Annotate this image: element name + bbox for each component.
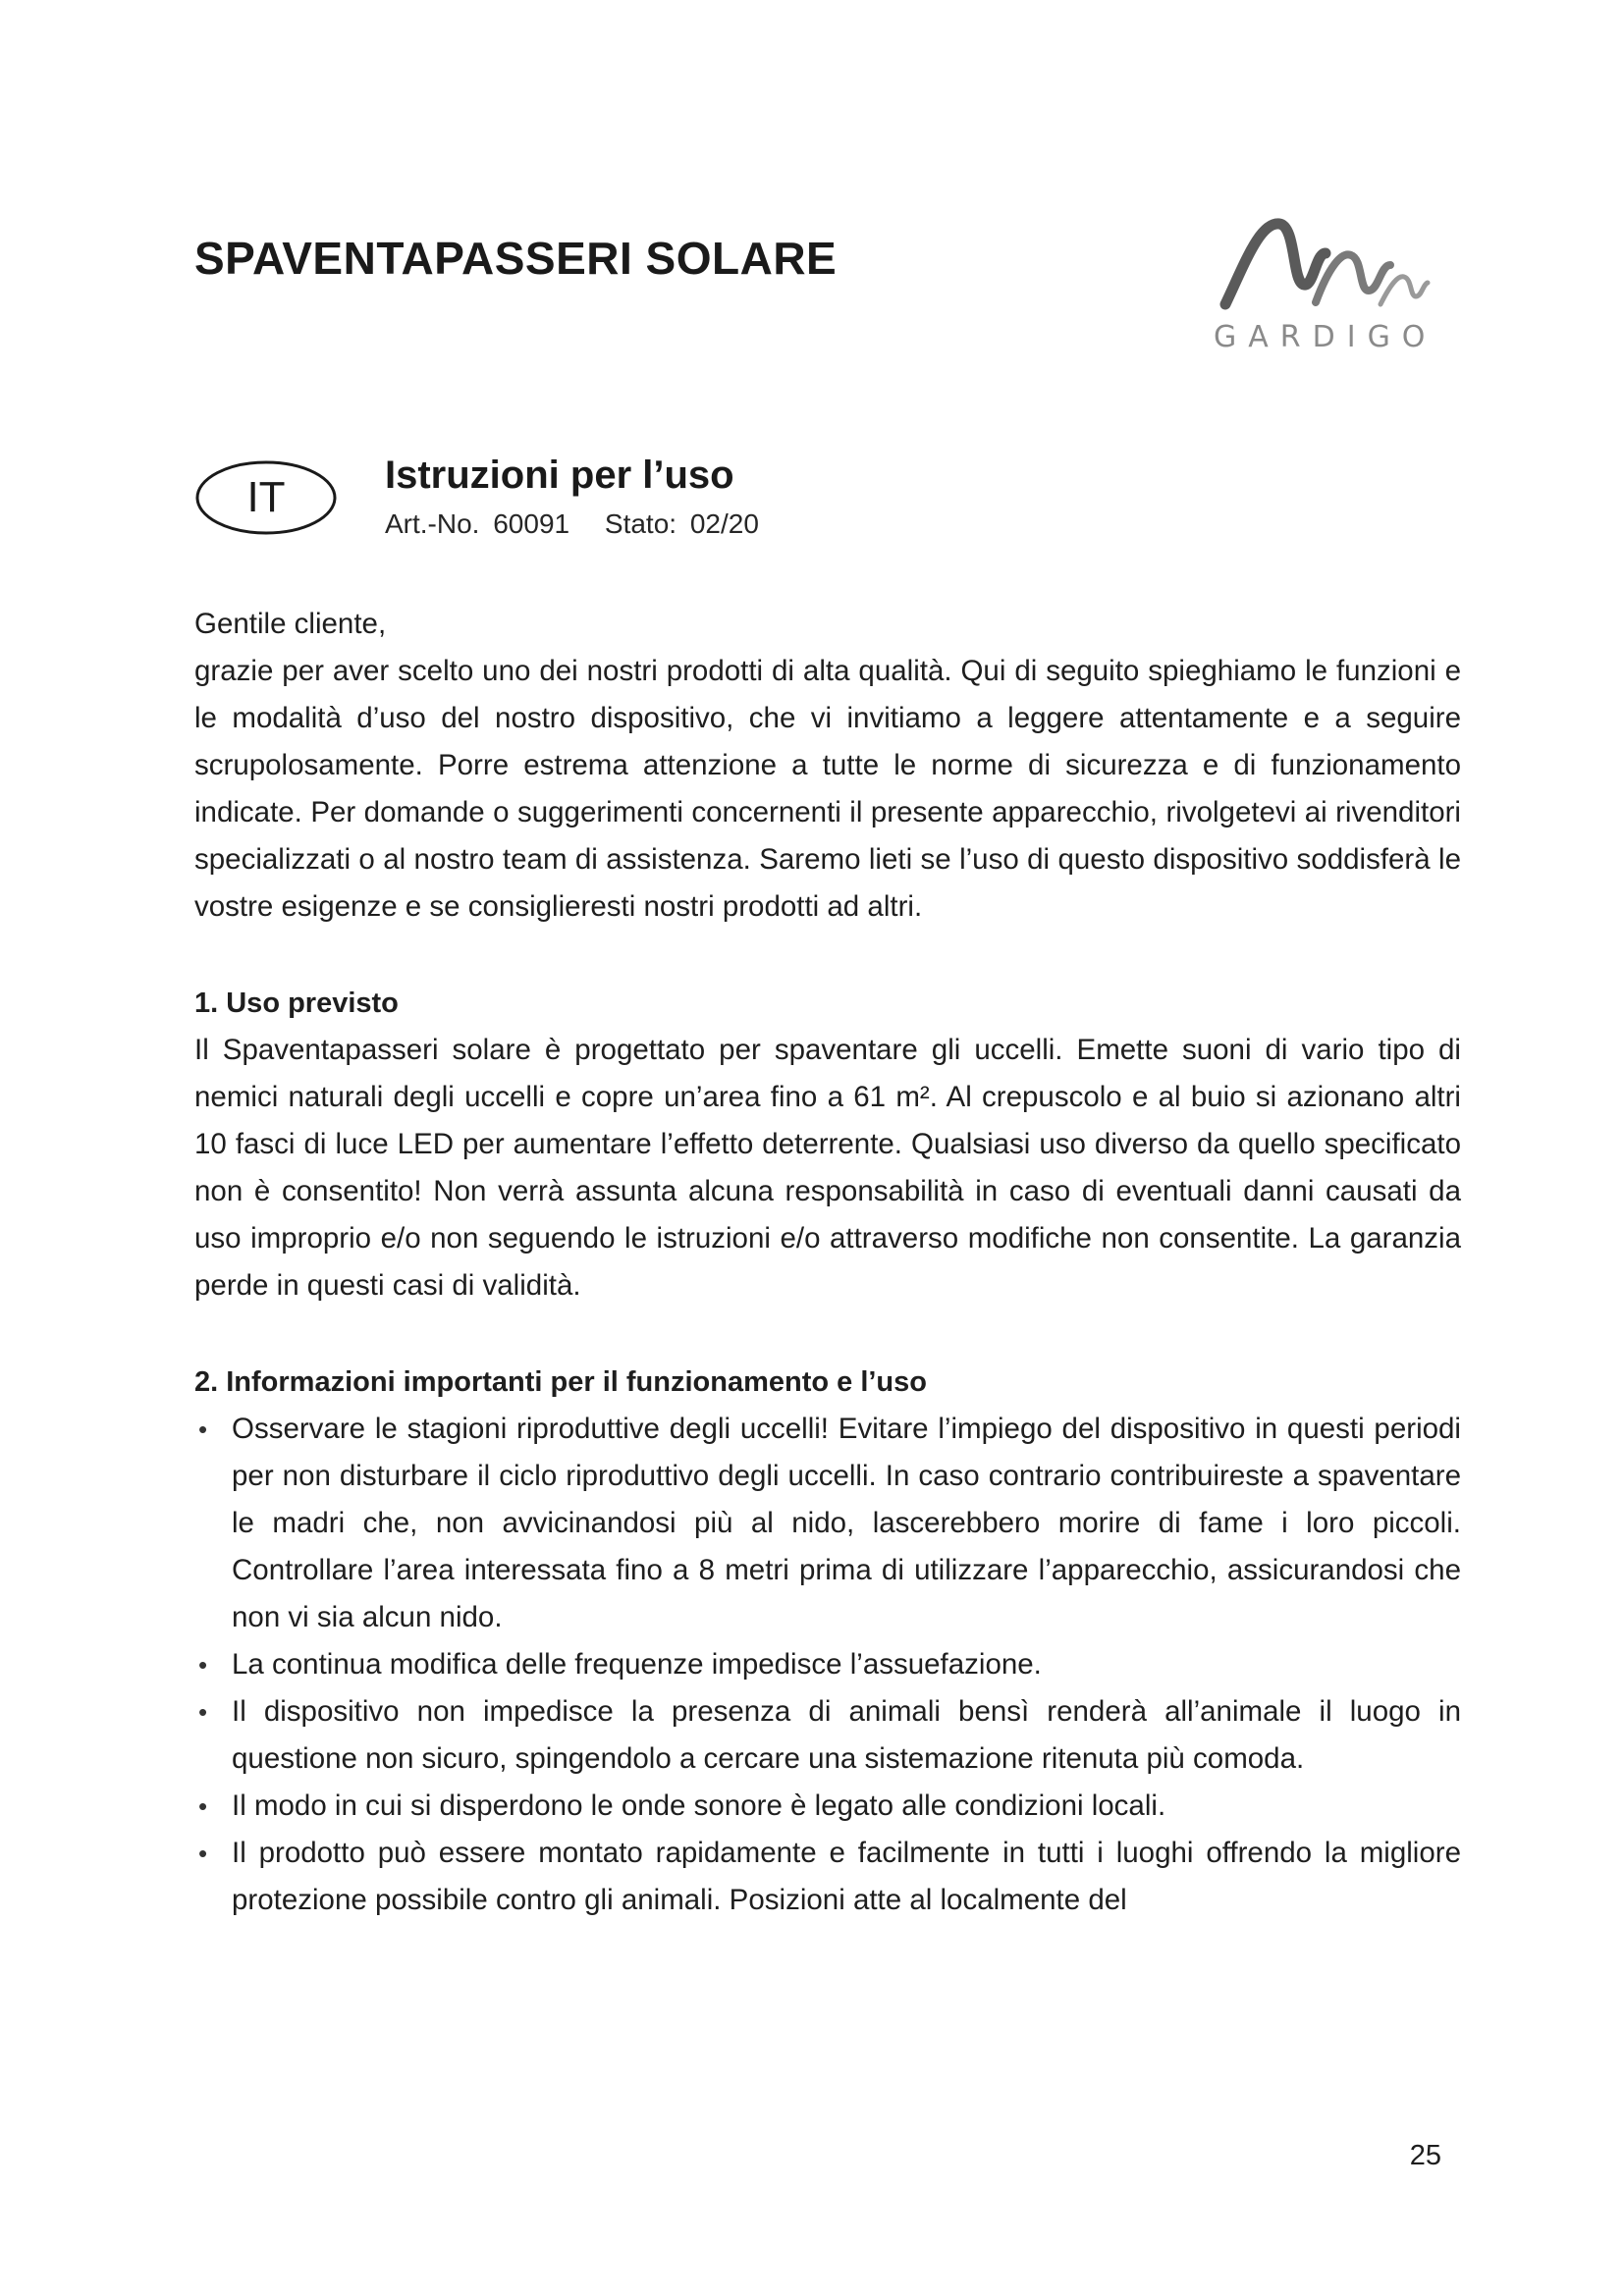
intro-paragraph: grazie per aver scelto uno dei nostri prodotti di alta qualità. Qui di seguito spieghiamo le funzioni e le modalità d’uso del nostro dispositivo, che vi invitiamo a leggere attentamente e a seguire scrupolosamente. Porre estrema attenzione a tutte le norme di sicurezza e di funzionamento indicate. Per domande o suggerimenti concernenti il presente apparecchio, rivolgetevi ai rivenditori specializzati o al nostro team di assistenza. Saremo lieti se l’uso di questo dispositivo soddisferà le vostre esigenze e se consiglieresti nostri prodotti ad altri. xyxy=(194,655,1461,923)
manual-heading: Istruzioni per l’uso xyxy=(385,454,734,497)
language-badge xyxy=(194,459,338,536)
list-item xyxy=(194,1783,1461,1830)
document-status: Stato: 02/20 xyxy=(604,508,759,539)
bullet-icon: • xyxy=(198,1650,208,1680)
page-number: 25 xyxy=(1409,2140,1441,2171)
list-item xyxy=(194,1688,1461,1783)
bullet-icon: • xyxy=(198,1415,208,1444)
list-item-text: Osservare le stagioni riproduttive degli uccelli! Evitare l’impiego del dispositivo in questi periodi per non disturbare il ciclo riproduttivo degli uccelli. In caso contrario contribuireste a spaventare le madri che, non avvicinandosi più al nido, lascerebbero morire di fame i loro piccoli. Controllare l’area interessata fino a 8 metri prima di utilizzare l’apparecchio, assicurandosi che non vi sia alcun nido. xyxy=(232,1413,1461,1633)
section-heading-informazioni: 2. Informazioni importanti per il funzionamento e l’uso xyxy=(194,1366,927,1398)
list-item-text: Il modo in cui si disperdono le onde sonore è legato alle condizioni locali. xyxy=(232,1789,1166,1822)
article-number: Art.-No. 60091 xyxy=(385,508,570,539)
list-item xyxy=(194,1830,1461,1924)
list-item-text: La continua modifica delle frequenze impedisce l’assuefazione. xyxy=(232,1648,1042,1681)
list-item xyxy=(194,1406,1461,1641)
document-body xyxy=(194,601,1461,1924)
bullet-icon: • xyxy=(198,1791,208,1821)
bullet-icon: • xyxy=(198,1839,208,1868)
greeting: Gentile cliente, xyxy=(194,608,387,640)
list-item-text: Il dispositivo non impedisce la presenza di animali bensì renderà all’animale il luogo in questione non sicuro, spingendolo a cercare una sistemazione ritenuta più comoda. xyxy=(232,1695,1461,1775)
list-item-text: Il prodotto può essere montato rapidamente e facilmente in tutti i luoghi offrendo la migliore protezione possibile contro gli animali. Posizioni atte al localmente del xyxy=(232,1837,1461,1916)
language-code: IT xyxy=(246,473,286,521)
gardigo-wave-icon xyxy=(1206,214,1441,322)
section-heading-uso-previsto: 1. Uso previsto xyxy=(194,988,399,1019)
logo-wordmark: GARDIGO xyxy=(1214,320,1437,354)
document-title: SPAVENTAPASSERI SOLARE xyxy=(194,233,838,284)
informazioni-list xyxy=(194,1406,1461,1924)
section-body-uso-previsto: Il Spaventapasseri solare è progettato per spaventare gli uccelli. Emette suoni di vario tipo di nemici naturali degli uccelli e copre un’area fino a 61 m². Al crepuscolo e al buio si azionano altri 10 fasci di luce LED per aumentare l’effetto deterrente. Qualsiasi uso diverso da quello specificato non è consentito! Non verrà assunta alcuna responsabilità in caso di eventuali danni causati da uso improprio e/o non seguendo le istruzioni e/o attraverso modifiche non consentite. La garanzia perde in questi casi di validità. xyxy=(194,1034,1461,1302)
document-meta xyxy=(385,508,759,540)
gardigo-logo xyxy=(1206,214,1441,361)
bullet-icon: • xyxy=(198,1697,208,1727)
list-item xyxy=(194,1641,1461,1688)
